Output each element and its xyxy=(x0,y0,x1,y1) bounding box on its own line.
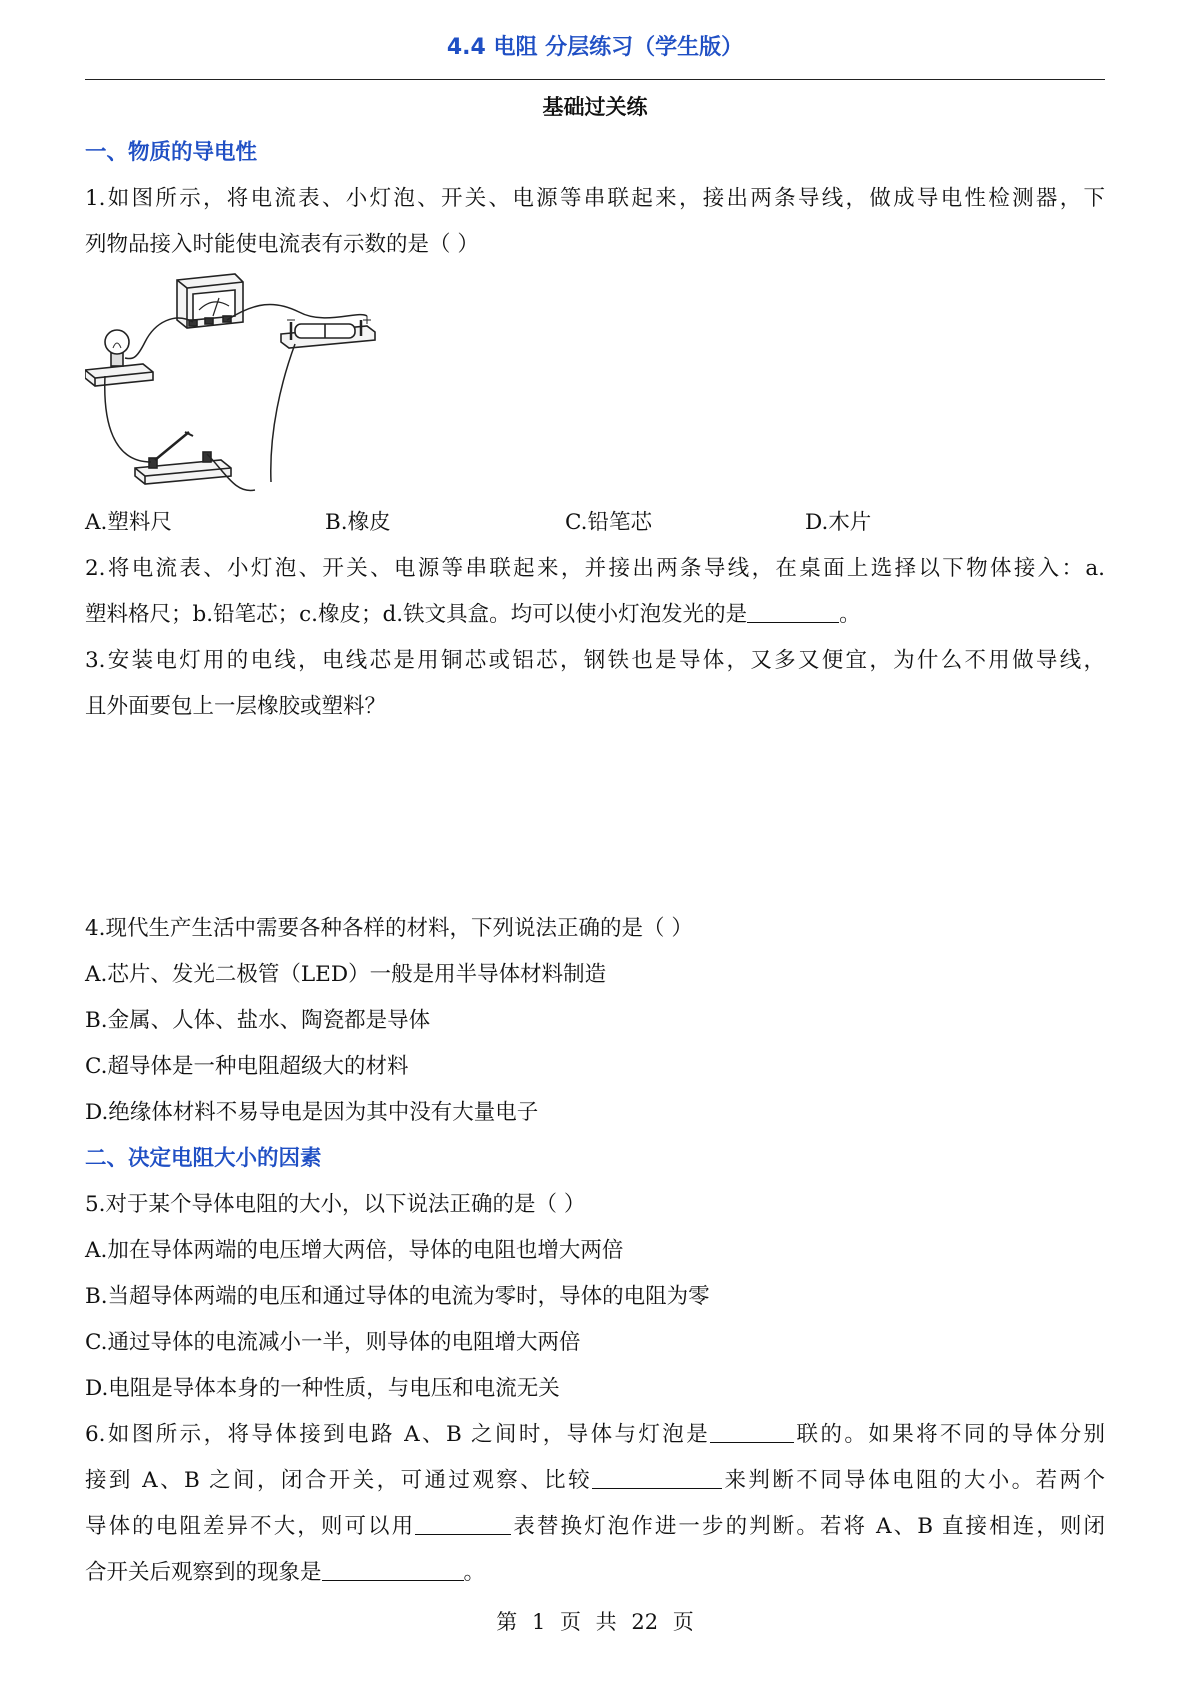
q2-text: 塑料格尺；b.铅笔芯；c.橡皮；d.铁文具盒。均可以使小灯泡发光的是 xyxy=(85,602,748,627)
q2-stem-line-1: 2.将电流表、小灯泡、开关、电源等串联起来，并接出两条导线，在桌面上选择以下物体接入：a. xyxy=(85,556,1105,581)
q6-text-1a: 6.如图所示，将导体接到电路 A、B 之间时，导体与灯泡是 xyxy=(85,1422,711,1447)
q6-text-2a: 接到 A、B 之间，闭合开关，可通过观察、比较 xyxy=(85,1468,593,1493)
q6-text-1b: 联的。如果将不同的导体分别 xyxy=(794,1422,1105,1447)
q6-text-2b: 来判断不同导体电阻的大小。若两个 xyxy=(722,1468,1105,1493)
q1-stem-line-1: 1.如图所示，将电流表、小灯泡、开关、电源等串联起来，接出两条导线，做成导电性检测器，下 xyxy=(85,186,1105,211)
q6-text-4b: 。 xyxy=(463,1560,486,1585)
q4-option-c[interactable]: C.超导体是一种电阻超级大的材料 xyxy=(85,1054,409,1079)
q6-line-1 xyxy=(85,1412,1105,1458)
subtitle: 基础过关练 xyxy=(542,95,648,119)
q3-stem-line-1: 3.安装电灯用的电线，电线芯是用铜芯或铝芯，钢铁也是导体，又多又便宜，为什么不用做导线， xyxy=(85,648,1105,673)
q2-text-end: 。 xyxy=(839,602,861,627)
section-heading-1: 一、物质的导电性 xyxy=(85,140,258,165)
q6-blank-4[interactable] xyxy=(322,1558,464,1581)
q1-stem-line-2: 列物品接入时能使电流表有示数的是（ ） xyxy=(85,232,479,257)
document-body xyxy=(85,84,1105,1596)
q1-options xyxy=(85,500,1105,546)
q3-stem-line-2: 且外面要包上一层橡胶或塑料？ xyxy=(85,694,387,719)
q4-stem: 4.现代生产生活中需要各种各样的材料，下列说法正确的是（ ） xyxy=(85,916,693,941)
q5-option-c[interactable]: C.通过导体的电流减小一半，则导体的电阻增大两倍 xyxy=(85,1330,581,1355)
q1-option-d[interactable]: D.木片 xyxy=(805,510,872,535)
header-rule xyxy=(85,79,1105,80)
q2-stem-line-2 xyxy=(85,592,1105,638)
q1-option-a[interactable]: A.塑料尺 xyxy=(85,510,172,535)
q6-blank-2[interactable] xyxy=(592,1466,722,1489)
q5-option-d[interactable]: D.电阻是导体本身的一种性质，与电压和电流无关 xyxy=(85,1376,560,1401)
q4-option-a[interactable]: A.芯片、发光二极管（LED）一般是用半导体材料制造 xyxy=(85,962,607,987)
circuit-diagram-icon xyxy=(85,272,385,496)
battery-icon xyxy=(281,316,375,348)
q4-option-d[interactable]: D.绝缘体材料不易导电是因为其中没有大量电子 xyxy=(85,1100,539,1125)
section-heading-2: 二、决定电阻大小的因素 xyxy=(85,1146,322,1171)
q6-text-4a: 合开关后观察到的现象是 xyxy=(85,1560,322,1585)
q2-answer-blank[interactable] xyxy=(747,600,839,623)
q1-option-c[interactable]: C.铅笔芯 xyxy=(565,510,653,535)
q6-text-3a: 导体的电阻差异不大，则可以用 xyxy=(85,1514,416,1539)
q6-blank-3[interactable] xyxy=(415,1512,511,1535)
page-number: 第 1 页 共 22 页 xyxy=(496,1610,694,1634)
switch-icon xyxy=(135,432,231,484)
q5-option-a[interactable]: A.加在导体两端的电压增大两倍，导体的电阻也增大两倍 xyxy=(85,1238,624,1263)
document-title: 4.4 电阻 分层练习（学生版） xyxy=(446,35,744,60)
q3-answer-space[interactable] xyxy=(85,730,1105,906)
q6-blank-1[interactable] xyxy=(710,1420,794,1443)
q5-stem: 5.对于某个导体电阻的大小，以下说法正确的是（ ） xyxy=(85,1192,586,1217)
lightbulb-icon xyxy=(85,330,153,386)
q6-line-4 xyxy=(85,1550,1105,1596)
q6-text-3b: 表替换灯泡作进一步的判断。若将 A、B 直接相连，则闭 xyxy=(511,1514,1105,1539)
q6-line-2 xyxy=(85,1458,1105,1504)
q1-option-b[interactable]: B.橡皮 xyxy=(325,510,391,535)
q5-option-b[interactable]: B.当超导体两端的电压和通过导体的电流为零时，导体的电阻为零 xyxy=(85,1284,710,1309)
q1-figure xyxy=(85,268,1105,500)
q4-option-b[interactable]: B.金属、人体、盐水、陶瓷都是导体 xyxy=(85,1008,431,1033)
q6-line-3 xyxy=(85,1504,1105,1550)
